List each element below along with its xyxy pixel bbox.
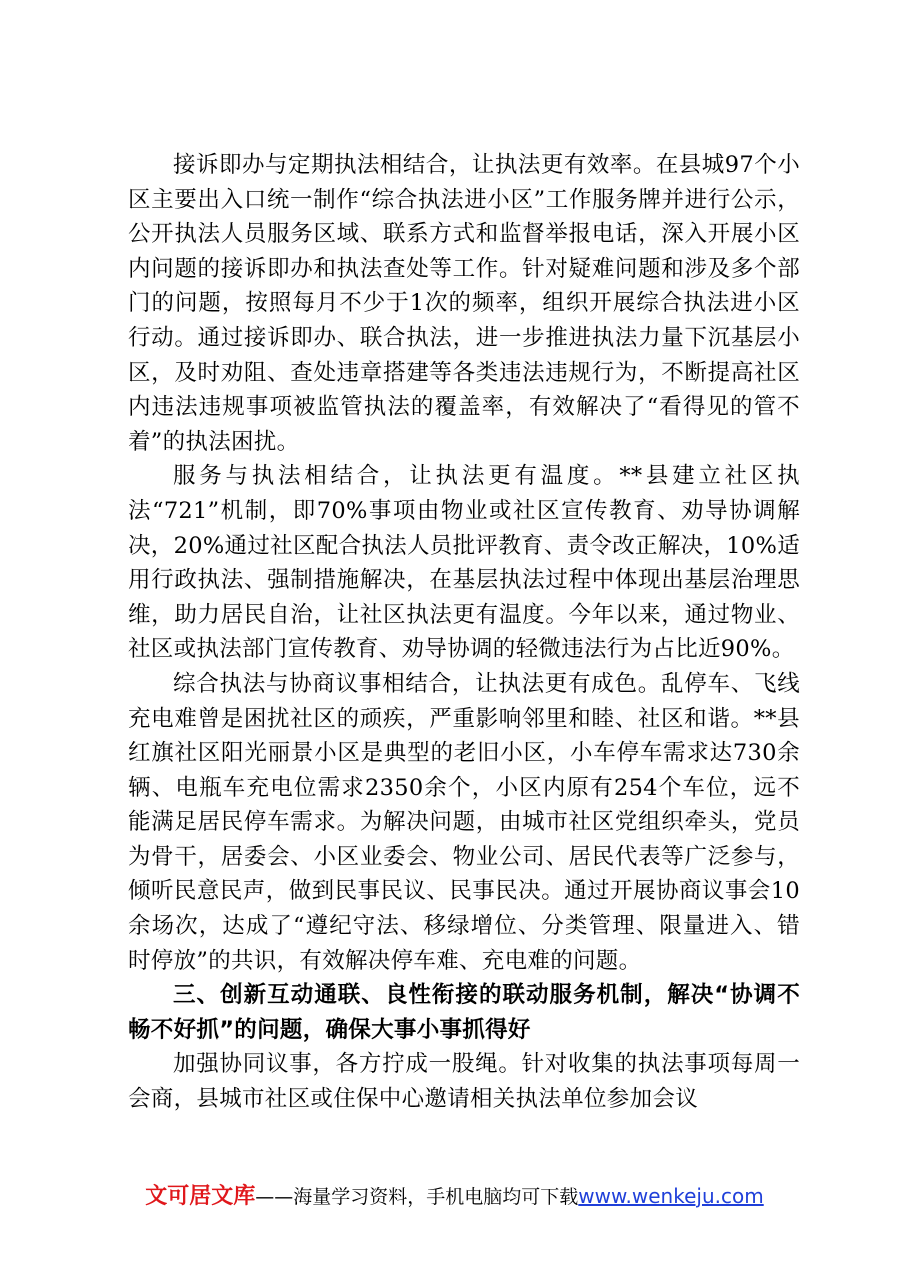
footer-tagline: ——海量学习资料，手机电脑均可下载 <box>255 1186 579 1208</box>
paragraph-coordination: 加强协同议事，各方拧成一股绳。针对收集的执法事项每周一会商，县城市社区或住保中心邀请相关执法单位参加会议 <box>128 1051 800 1113</box>
footer-link[interactable]: www.wenkeju.com <box>578 1184 764 1208</box>
paragraph-consultation-enforcement: 综合执法与协商议事相结合，让执法更有成色。乱停车、飞线充电难曾是困扰社区的顽疾，严重影响邻里和睦、社区和谐。**县红旗社区阳光丽景小区是典型的老旧小区，小车停车需求达730余辆、电瓶车充电位需求2350余个，小区内原有254个车位，远不能满足居民停车需求。为解决问题，由城市社区党组织牵头，党员为骨干，居委会、小区业委会、物业公司、居民代表等广泛参与，倾听民意民声，做到民事民议、民事民决。通过开展协商议事会10余场次，达成了“遵纪守法、移绿增位、分类管理、限量进入、错时停放”的共识，有效解决停车难、充电难的问题。 <box>128 670 800 974</box>
footer-banner <box>0 1181 909 1212</box>
section-heading: 三、创新互动通联、良性衔接的联动服务机制，解决“协调不畅不好抓”的问题，确保大事小事抓得好 <box>128 982 800 1043</box>
paragraph-complaint-enforcement: 接诉即办与定期执法相结合，让执法更有效率。在县城97个小区主要出入口统一制作“综合执法进小区”工作服务牌并进行公示，公开执法人员服务区域、联系方式和监督举报电话，深入开展小区内问题的接诉即办和执法查处等工作。针对疑难问题和涉及多个部门的问题，按照每月不少于1次的频率，组织开展综合执法进小区行动。通过接诉即办、联合执法，进一步推进执法力量下沉基层小区，及时劝阻、查处违章搭建等各类违法违规行为，不断提高社区内违法违规事项被监管执法的覆盖率，有效解决了“看得见的管不着”的执法困扰。 <box>128 152 800 455</box>
document-body <box>128 148 800 1117</box>
footer-brand: 文可居文库 <box>145 1184 256 1209</box>
paragraph-service-enforcement: 服务与执法相结合，让执法更有温度。**县建立社区执法“721”机制，即70%事项由物业或社区宣传教育、劝导协调解决，20%通过社区配合执法人员批评教育、责令改正解决，10%适用行政执法、强制措施解决，在基层执法过程中体现出基层治理思维，助力居民自治，让社区执法更有温度。今年以来，通过物业、社区或执法部门宣传教育、劝导协调的轻微违法行为占比近90%。 <box>128 463 800 663</box>
